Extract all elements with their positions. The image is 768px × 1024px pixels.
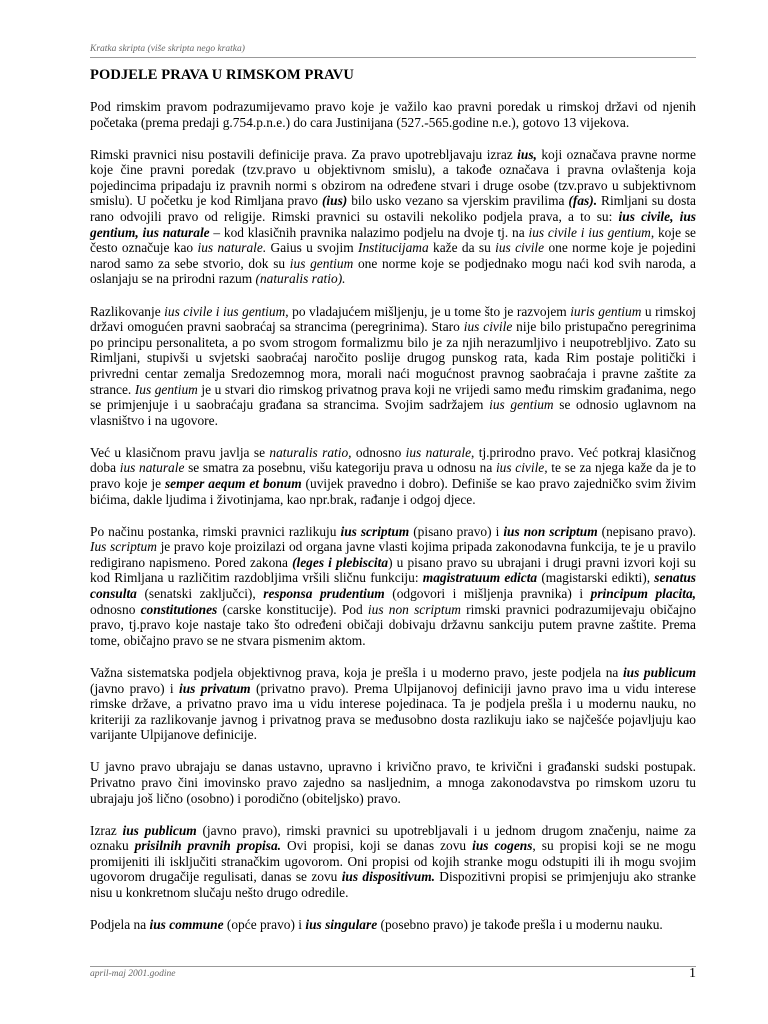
text-run: Dispozitivni propisi se primjenjuju ako stranke nisu u konkretnom slučaju nešto drugo odredile. [90,869,696,901]
emphasis-term: ius publicum [622,664,697,680]
emphasis-term: (ius) [321,193,348,209]
text-run: (pisano pravo) i [409,523,504,539]
header-rule [90,57,696,58]
paragraph [90,823,696,901]
emphasis-term: (fas). [568,193,598,209]
text-run: se odnosio uglavnom na vlasništvo i na ugovore. [90,397,696,428]
text-run: Podjela na [90,917,150,933]
emphasis-term: ius dispositivum. [341,869,435,885]
emphasis-term: ius civile, ius gentium, ius naturale [90,209,696,240]
text-run: (posebno pravo) je takođe prešla i u modernu nauku. [377,917,663,933]
italic-term: ius civile [495,240,545,256]
text-run: Važna sistematska podjela objektivnog prava, koja je prešla i u moderno pravo, jeste podjela na [90,664,623,680]
text-run: (privatno pravo). Prema Ulpijanovoj definiciji javno pravo ima u vidu interese rimske države, a privatno pravo ima u vidu interese pojedinaca. Ta je podjela prešla i u modernu nauku, no kriteriji za razlikovanje javnog i privatnog prava se međusobno dosta razlikuju iako se najčešće pojavljuju kao varijante Ulpijanove definicije. [90,680,697,743]
italic-term: Ius gentium [134,381,198,397]
text-run: (carske konstitucije). Pod [217,601,368,617]
text-run: (senatski zaključci), [136,586,264,602]
text-run: kaže da su [428,240,496,256]
emphasis-term: ius non scriptum [503,523,598,539]
text-run: odnosno [351,444,406,460]
italic-term: ius non scriptum [367,601,461,617]
text-run: Ovi propisi, koji se danas zovu [281,838,473,854]
page-number: 1 [689,966,696,981]
document-body [90,99,696,949]
paragraph [90,445,696,507]
text-run: (uvijek pravedno i dobro). Definiše se kao pravo zajedničko svim živim bićima, dakle ljudima i životinjama, kao npr.brak, rađanje i odgoj djece. [90,475,697,507]
text-run: one norme koje se podjednako mogu naći kod svih naroda, a oslanjaju se na prirodni razum [90,255,696,287]
emphasis-term: ius scriptum [340,523,410,539]
footer-rule [90,966,696,967]
text-run: koji označava pravne norme koje čine pravni poredak (tzv.pravo u objektivnom smislu), a takođe označava i pravna ovlaštenja koja pojedincima pripadaju iz pravnih normi s obzirom na određene stvari i druge osobe (tzv.pravo u subjektivnom smislu). U početku je kod Rimljana pravo [90,146,696,209]
emphasis-term: ius commune [149,917,224,933]
text-run: u rimskoj državi omogućen pravni saobraćaj sa strancima (peregrinima). Staro [90,303,697,335]
text-run: Već u klasičnom pravu javlja se [90,444,270,460]
emphasis-term: responsa prudentium [263,586,385,602]
text-run: Izraz [90,822,123,838]
italic-term: ius civile i ius gentium [164,303,286,319]
emphasis-term: ius cogens [472,838,533,854]
text-run: , su propisi koji se ne mogu promijeniti ili isključiti stranačkim ugovorom. Oni propisi od kojih stranke mogu odstupiti ili ih mogu svojim ugovorom drugačije regulisati, danas se zovu [90,838,696,885]
emphasis-term: ius publicum [122,822,197,838]
text-run: , koje se često označuje kao [90,224,696,256]
italic-term: Ius scriptum [90,539,157,555]
text-run: ) u pisano pravo su ubrajani i drugi pravni izvori koji su kod Rimljana u različitim razdobljima vršili sličnu funkciju: [90,554,697,586]
emphasis-term: principum placita, [590,586,697,602]
text-run: (javno pravo), rimski pravnici su upotrebljavali i u jednom drugom značenju, naime za oznaku [90,822,696,854]
emphasis-term: constitutiones [140,601,218,617]
emphasis-term: ius, [517,146,537,162]
text-run: , po vladajućem mišljenju, je u tome što je razvojem [285,303,571,319]
emphasis-term: ius privatum [178,680,251,696]
text-run: bilo usko vezano sa vjerskim pravilima [347,193,569,209]
paragraph [90,665,696,743]
text-run: (odgovori i mišljenja pravnika) i [384,586,591,602]
text-run: odnosno [90,601,141,617]
emphasis-term: magistratuum edicta [422,570,538,586]
italic-term: ius gentium [489,397,554,413]
italic-term: ius civile, [495,460,548,476]
text-run: (magistarski edikti), [537,570,655,586]
emphasis-term: prisilnih pravnih propisa. [134,838,281,854]
text-run: (opće pravo) i [223,917,306,933]
text-run: (nepisano pravo). [597,523,697,539]
paragraph [90,99,696,130]
text-run: , tj.prirodno pravo. Već potkraj klasičnog doba [90,444,697,476]
page-title: PODJELE PRAVA U RIMSKOM PRAVU [90,67,354,83]
paragraph [90,917,696,933]
text-run: Po načinu postanka, rimski pravnici razlikuju [90,523,341,539]
paragraph [90,147,696,287]
text-run: Rimski pravnici nisu postavili definicije prava. Za pravo upotrebljavaju izraz [90,146,518,162]
text-run: je u stvari dio rimskog privatnog prava koji ne vrijedi samo među rimskim građanima, nego se primjenjuje i u saobraćaju građana sa strancima. Svojim sadržajem [90,381,696,413]
italic-term: ius naturale [405,444,472,460]
italic-term: ius gentium [289,255,354,271]
emphasis-term: (leges i plebiscita [292,554,389,570]
italic-term: iuris gentium [570,303,642,319]
text-run: Pod rimskim pravom podrazumijevamo pravo koje je važilo kao pravni poredak u rimskoj državi od njenih početaka (prema predaji g.754.p.n.e.) do cara Justinijana (527.-565.godine n.e.), gotovo 13 vijekova. [90,99,696,130]
text-run: se smatra za posebnu, višu kategoriju prava u odnosu na [184,460,496,476]
text-run: je pravo koje proizilazi od organa javne vlasti kojima pripada zakonodavna funkcija, te je u pravilo redigirano napismeno. Pored zakona [90,539,696,570]
italic-term: (naturalis ratio). [255,271,346,287]
text-run: Razlikovanje [90,303,165,319]
italic-term: ius civile [463,319,513,335]
running-header: Kratka skripta (više skripta nego kratka) [90,44,245,54]
text-run: Gaius u svojim [266,240,358,256]
text-run: (javno pravo) i [90,680,179,696]
italic-term: ius naturale [119,460,185,476]
italic-term: Institucijama [357,240,429,256]
text-run: te se za njega kaže da je to pravo koje je [90,460,696,491]
text-run: one norme koje je pojedini narod samo za sebe stvorio, dok su [90,240,696,271]
italic-term: naturalis ratio, [269,444,352,460]
text-run: rimski pravnici podrazumijevaju običajno pravo, tj.pravo koje nastaje tako što određeni običaji dobivaju državnu sankciju putem pravne zaštite. Prema tome, običajno pravo se ne stvara pismenim aktom. [90,601,697,648]
text-run: nije bilo pristupačno peregrinima po principu personaliteta, a po svom strogom formalizmu bilo je za njih nerazumljivo i neupotrebljivo. Zato su Rimljani, stupivši u svjetski saobraćaj naročito poslije drugog punskog rata, kada Rim postaje politički i privredni centar zemalja Sredozemnog mora, morali naći mogućnost pravnog saobraćaja i pravne zaštite za strance. [90,319,696,397]
emphasis-term: semper aequm et bonum [164,475,302,491]
italic-term: ius naturale. [197,240,267,256]
paragraph [90,524,696,649]
text-run: – kod klasičnih pravnika nalazimo podjelu na dvoje tj. na [209,224,529,240]
italic-term: ius civile i ius gentium [528,224,651,240]
paragraph [90,304,696,429]
emphasis-term: senatus consulta [90,570,696,602]
text-run: Rimljani su dosta rano odvojili pravo od religije. Rimski pravnici su ostavili nekoliko podjela prava, a to su: [90,193,697,225]
paragraph [90,759,696,806]
footer-date: april-maj 2001.godine [90,969,176,979]
emphasis-term: ius singulare [305,917,378,933]
text-run: U javno pravo ubrajaju se danas ustavno, upravno i krivično pravo, te krivični i građanski sudski postupak. Privatno pravo čini imovinsko pravo zajedno sa nasljednim, a mnoga zakonodavstva po rimskom uzoru tu ubrajaju još lično (osobno) i porodično (obiteljsko) pravo. [90,759,696,806]
